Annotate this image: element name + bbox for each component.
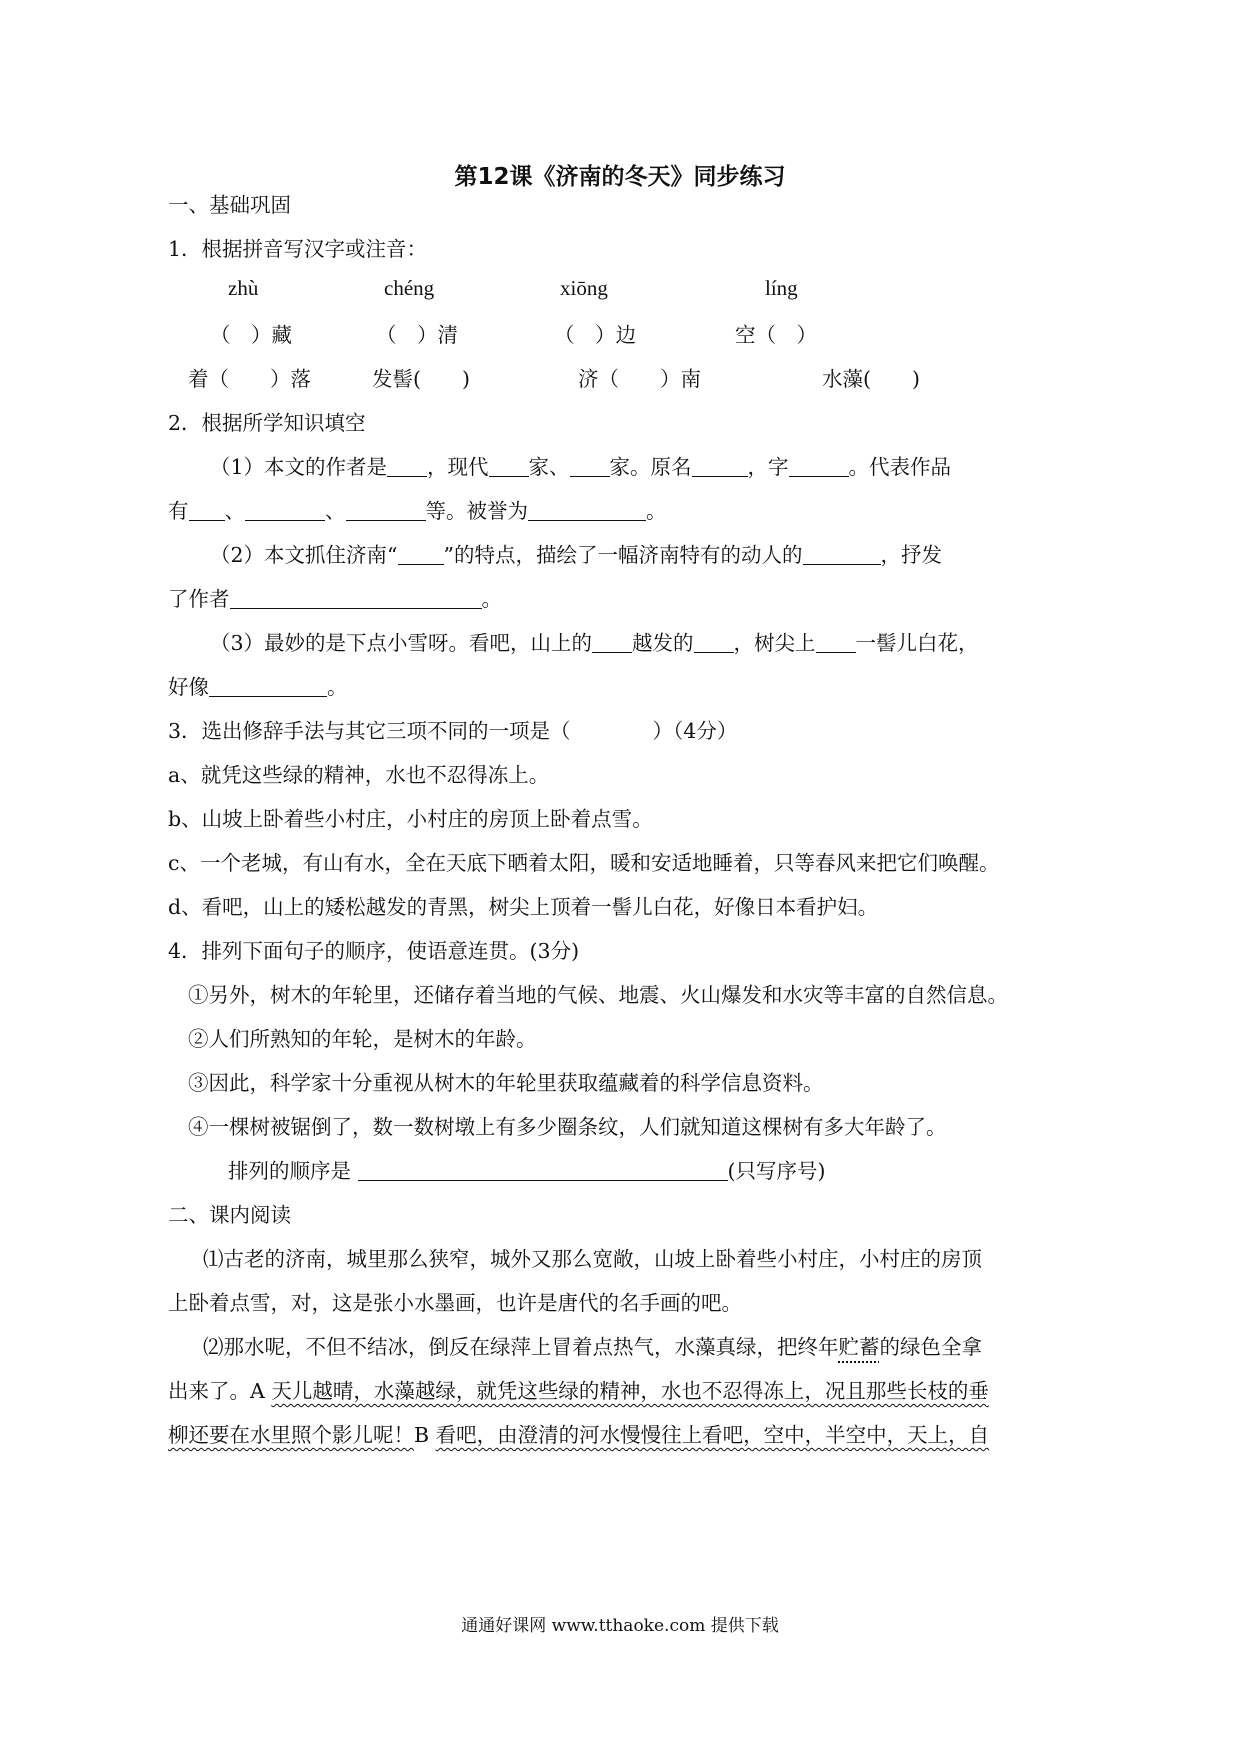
answer-blank[interactable] <box>789 458 849 477</box>
text: 等。被誉为 <box>425 499 528 523</box>
pinyin-3: xiōng <box>560 276 608 300</box>
q2-item-3-line-1 <box>210 626 979 656</box>
text: ”的特点，描绘了一幅济南特有的动人的 <box>443 543 803 567</box>
text: （2）本文抓住济南“ <box>210 543 398 567</box>
text: 家。原名 <box>609 455 692 479</box>
text: 好像 <box>168 675 209 699</box>
text: ，抒发 <box>880 543 943 567</box>
reading-para-2-line-3 <box>168 1418 989 1448</box>
q1-annotate-2: 发髻( ) <box>372 367 470 391</box>
question-3-prompt: 3．选出修辞手法与其它三项不同的一项是（ ）（4分） <box>168 719 738 743</box>
answer-note: (只写序号) <box>727 1159 826 1183</box>
section-heading-basics: 一、基础巩固 <box>168 193 291 217</box>
text: ⑵那水呢，不但不结冰，倒反在绿萍上冒着点热气，水藻真绿，把终年 <box>203 1335 839 1359</box>
answer-blank[interactable] <box>398 546 444 565</box>
section-heading-reading: 二、课内阅读 <box>168 1203 291 1227</box>
text: 有 <box>168 499 189 523</box>
answer-blank[interactable] <box>803 546 881 565</box>
answer-blank[interactable] <box>570 458 610 477</box>
answer-blank[interactable] <box>694 634 734 653</box>
answer-blank[interactable] <box>692 458 748 477</box>
text: 一髻儿白花， <box>855 631 979 655</box>
reading-para-2-line-1 <box>203 1330 982 1360</box>
q2-item-3-line-2 <box>168 670 348 700</box>
order-answer-blank[interactable] <box>358 1162 728 1181</box>
text: 出来了。A <box>168 1379 272 1403</box>
question-2-prompt: 2．根据所学知识填空 <box>168 411 366 435</box>
q4-sentence-2: ②人们所熟知的年轮，是树木的年龄。 <box>188 1027 537 1051</box>
answer-blank[interactable] <box>489 458 529 477</box>
q2-item-2-line-1 <box>210 538 942 568</box>
q2-item-1-line-1 <box>210 450 951 480</box>
text: 、 <box>224 499 245 523</box>
q3-option-a: a、就凭这些绿的精神，水也不忍得冻上。 <box>168 763 550 787</box>
text: 了作者 <box>168 587 230 611</box>
q4-answer-line <box>228 1154 826 1184</box>
text: ，树尖上 <box>733 631 816 655</box>
text: ，现代 <box>427 455 489 479</box>
answer-blank[interactable] <box>230 590 482 609</box>
q2-item-1-line-2 <box>168 494 667 524</box>
footer-source: 通通好课网 www.tthaoke.com 提供下载 <box>461 1616 779 1636</box>
q4-sentence-1: ①另外，树木的年轮里，还储存着当地的气候、地震、火山爆发和水灾等丰富的自然信息。 <box>188 983 1008 1007</box>
sentence-a-wavy: 天儿越晴，水藻越绿，就凭这些绿的精神，水也不忍得冻上，况且那些长枝的垂 <box>271 1379 989 1403</box>
text: （3）最妙的是下点小雪呀。看吧，山上的 <box>210 631 593 655</box>
q3-option-d: d、看吧，山上的矮松越发的青黑，树尖上顶着一髻儿白花，好像日本看护妇。 <box>168 895 879 919</box>
text: （1）本文的作者是 <box>210 455 388 479</box>
q1-annotate-3: 济（ ）南 <box>578 367 701 391</box>
text: 越发的 <box>632 631 694 655</box>
answer-blank[interactable] <box>816 634 856 653</box>
answer-blank[interactable] <box>387 458 427 477</box>
q3-option-c: c、一个老城，有山有水，全在天底下晒着太阳，暖和安适地睡着，只等春风来把它们唤醒。 <box>168 851 1000 875</box>
question-1-prompt: 1．根据拼音写汉字或注音： <box>168 237 428 261</box>
pinyin-4: líng <box>765 276 798 300</box>
text: ，字 <box>747 455 789 479</box>
answer-blank[interactable] <box>245 502 325 521</box>
dotted-word: 贮蓄 <box>838 1335 880 1359</box>
text: B <box>414 1423 436 1447</box>
sentence-a-wavy-end: 柳还要在水里照个影儿呢！ <box>168 1423 414 1447</box>
text: 。代表作品 <box>848 455 952 479</box>
text: 。 <box>327 675 348 699</box>
answer-blank[interactable] <box>189 502 225 521</box>
q4-sentence-4: ④一棵树被锯倒了，数一数树墩上有多少圈条纹，人们就知道这棵树有多大年龄了。 <box>188 1115 947 1139</box>
reading-para-1-line-2: 上卧着点雪，对，这是张小水墨画，也许是唐代的名手画的吧。 <box>168 1291 742 1315</box>
q1-blank-3: （ ）边 <box>554 323 636 347</box>
answer-label: 排列的顺序是 <box>228 1159 351 1183</box>
answer-blank[interactable] <box>528 502 646 521</box>
question-4-prompt: 4．排列下面句子的顺序，使语意连贯。(3分) <box>168 939 580 963</box>
q1-blank-2: （ ）清 <box>376 323 458 347</box>
text: 的绿色全拿 <box>879 1335 982 1359</box>
answer-blank[interactable] <box>592 634 632 653</box>
text: 。 <box>646 499 667 523</box>
text: 家、 <box>528 455 570 479</box>
text: 、 <box>325 499 346 523</box>
sentence-b-wavy: 看吧，由澄清的河水慢慢往上看吧，空中，半空中，天上，自 <box>435 1423 990 1447</box>
q2-item-2-line-2 <box>168 582 502 612</box>
text: 。 <box>481 587 502 611</box>
pinyin-2: chéng <box>384 276 435 300</box>
q1-blank-4: 空（ ） <box>735 323 817 347</box>
q1-annotate-1: 着（ ）落 <box>188 367 311 391</box>
pinyin-1: zhù <box>228 276 259 300</box>
answer-blank[interactable] <box>346 502 426 521</box>
q4-sentence-3: ③因此，科学家十分重视从树木的年轮里获取蕴藏着的科学信息资料。 <box>188 1071 824 1095</box>
q1-annotate-4: 水藻( ) <box>822 367 920 391</box>
q1-blank-1: （ ）藏 <box>210 323 292 347</box>
q3-option-b: b、山坡上卧着些小村庄，小村庄的房顶上卧着点雪。 <box>168 807 653 831</box>
reading-para-2-line-2 <box>168 1374 989 1404</box>
page-title: 第12课《济南的冬天》同步练习 <box>454 164 786 190</box>
reading-para-1-line-1: ⑴古老的济南，城里那么狭窄，城外又那么宽敞，山坡上卧着些小村庄，小村庄的房顶 <box>203 1247 982 1271</box>
answer-blank[interactable] <box>209 678 327 697</box>
